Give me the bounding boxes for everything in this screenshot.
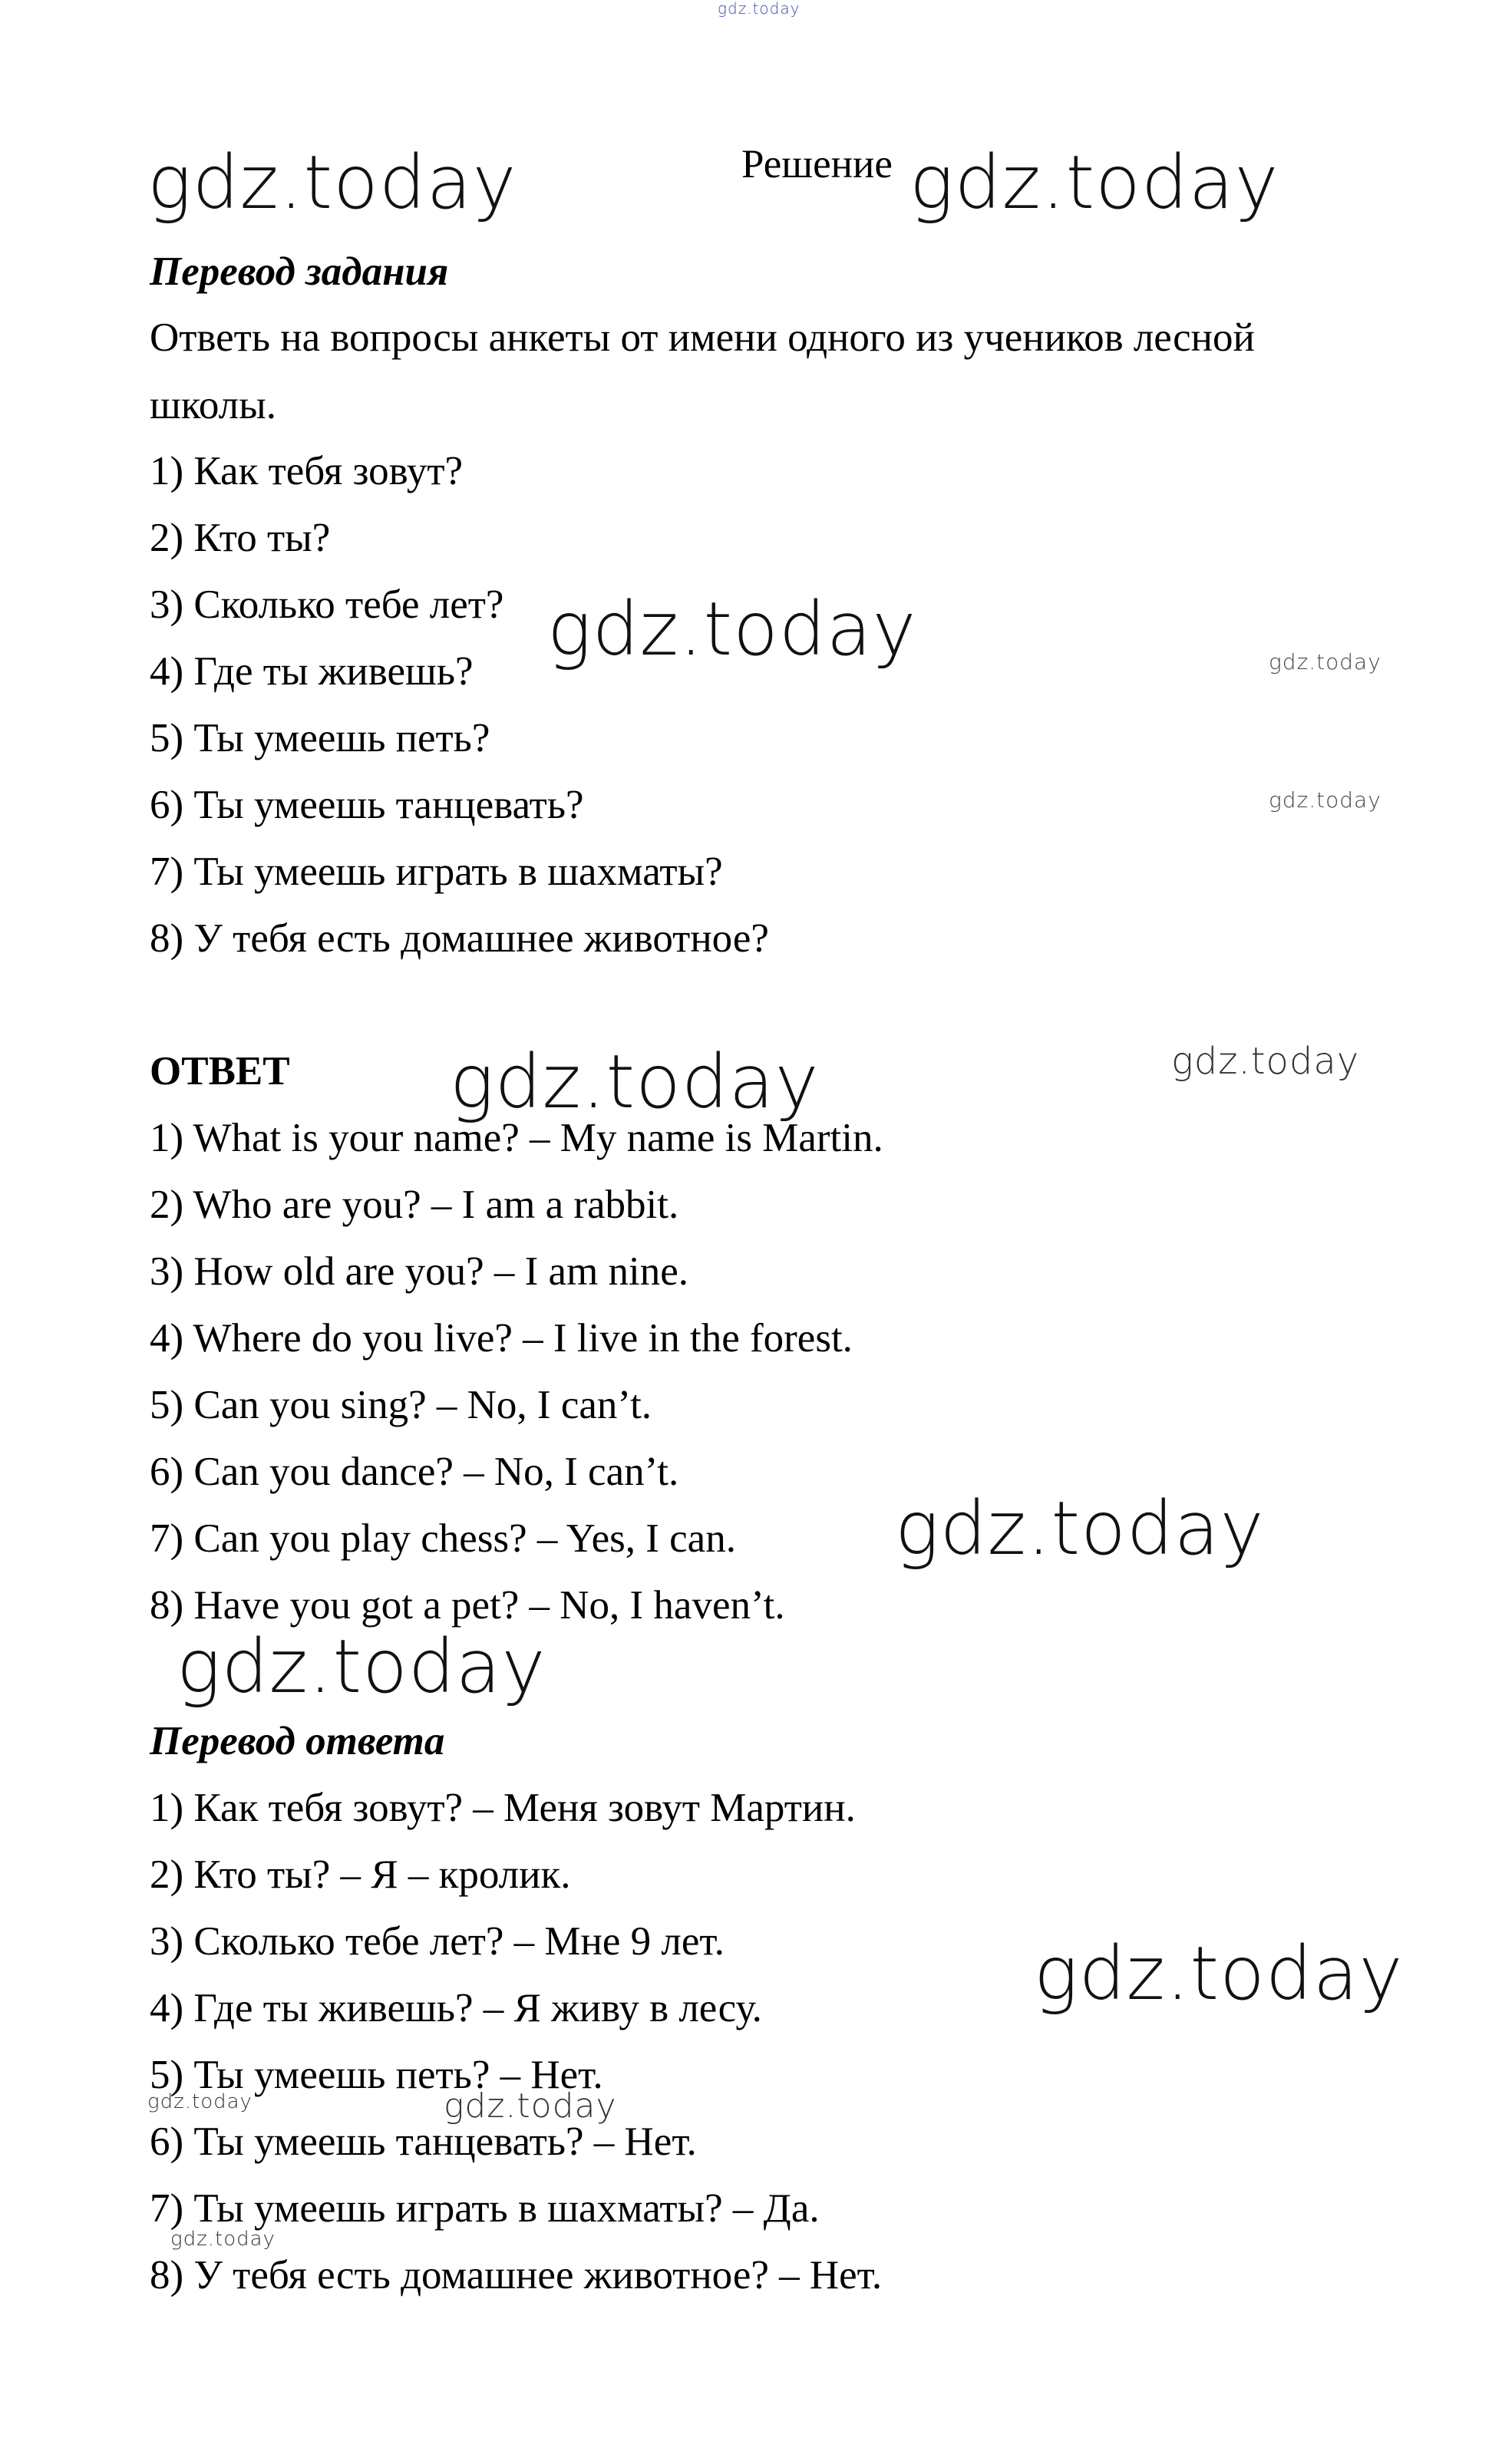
answer-translation-line: 2) Кто ты? – Я – кролик.	[150, 1852, 571, 1897]
watermark-top: gdz.today	[718, 0, 801, 18]
answer-translation-line: 8) У тебя есть домашнее животное? – Нет.	[150, 2253, 883, 2297]
watermark-lower-right: gdz.today	[1034, 1931, 1404, 2017]
watermark-answer: gdz.today	[450, 1039, 820, 1125]
answer-translation-line: 5) Ты умеешь петь? – Нет.	[150, 2053, 603, 2097]
watermark-mid-4: gdz.today	[444, 2086, 617, 2126]
task-question: 7) Ты умеешь играть в шахматы?	[150, 849, 723, 894]
answer-line: 5) Can you sing? – No, I can’t.	[150, 1383, 652, 1427]
answer-line: 8) Have you got a pet? – No, I haven’t.	[150, 1583, 785, 1628]
task-question: 8) У тебя есть домашнее животное?	[150, 916, 769, 961]
task-question: 1) Как тебя зовут?	[150, 449, 464, 493]
watermark-header-left: gdz.today	[147, 140, 517, 226]
answer-translation-line: 4) Где ты живешь? – Я живу в лесу.	[150, 1986, 762, 2030]
task-question: 2) Кто ты?	[150, 516, 331, 560]
answer-line: 3) How old are you? – I am nine.	[150, 1249, 689, 1294]
answer-translation-line: 1) Как тебя зовут? – Меня зовут Мартин.	[150, 1786, 856, 1830]
answer-heading: ОТВЕТ	[150, 1049, 290, 1093]
task-question: 5) Ты умеешь петь?	[150, 716, 490, 760]
watermark-mid-1: gdz.today	[547, 586, 917, 672]
answer-translation-line: 6) Ты умеешь танцевать? – Нет.	[150, 2119, 697, 2164]
watermark-answer-right: gdz.today	[1171, 1040, 1360, 1083]
task-question: 4) Где ты живешь?	[150, 649, 474, 694]
watermark-small-4: gdz.today	[170, 2228, 276, 2251]
watermark-small-1: gdz.today	[1269, 649, 1382, 675]
watermark-mid-3: gdz.today	[177, 1624, 546, 1710]
answer-translation-heading: Перевод ответа	[150, 1719, 445, 1763]
answer-line: 4) Where do you live? – I live in the forest.	[150, 1316, 853, 1361]
answer-line: 2) Who are you? – I am a rabbit.	[150, 1183, 679, 1227]
watermark-mid-2: gdz.today	[895, 1486, 1265, 1572]
task-heading: Перевод задания	[150, 249, 449, 294]
solution-label: Решение	[741, 142, 893, 186]
watermark-small-3: gdz.today	[147, 2090, 253, 2113]
answer-line: 1) What is your name? – My name is Martin.	[150, 1116, 883, 1160]
answer-line: 7) Can you play chess? – Yes, I can.	[150, 1516, 736, 1561]
watermark-small-2: gdz.today	[1269, 787, 1382, 813]
task-question: 6) Ты умеешь танцевать?	[150, 783, 584, 827]
task-question: 3) Сколько тебе лет?	[150, 582, 504, 627]
task-text-line-1: Ответь на вопросы анкеты от имени одного из учеников лесной	[150, 315, 1255, 360]
watermark-header-right: gdz.today	[909, 140, 1279, 226]
answer-translation-line: 3) Сколько тебе лет? – Мне 9 лет.	[150, 1919, 725, 1964]
task-text-line-2: школы.	[150, 383, 276, 427]
answer-translation-line: 7) Ты умеешь играть в шахматы? – Да.	[150, 2186, 820, 2231]
answer-line: 6) Can you dance? – No, I can’t.	[150, 1450, 679, 1494]
